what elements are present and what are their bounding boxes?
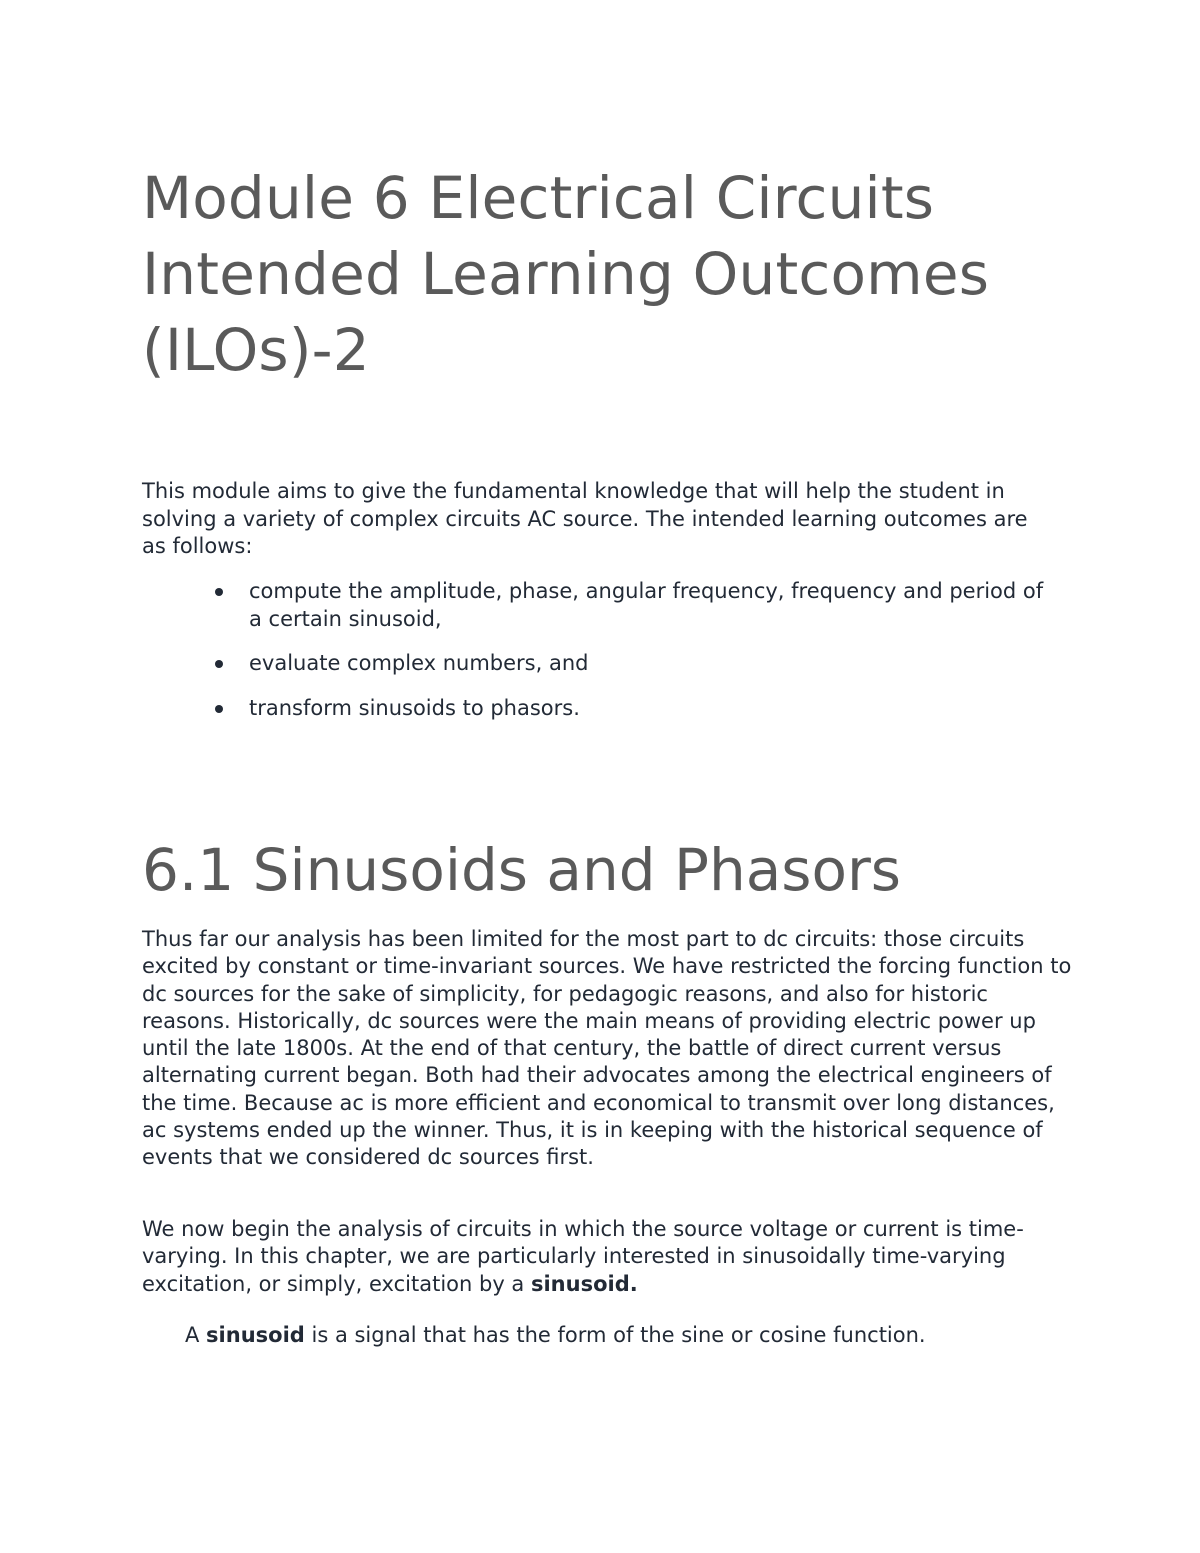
definition-rest: is a signal that has the form of the sine or cosine function.: [304, 1323, 926, 1347]
outcome-text: evaluate complex numbers, and: [249, 651, 589, 675]
outcome-text: compute the amplitude, phase, angular frequency, frequency and period of a certain sinusoid,: [249, 579, 1044, 631]
section-paragraph-1: Thus far our analysis has been limited for the most part to dc circuits: those circuits excited by constant or time-invariant sources. We have restricted the forcing function to dc sources for the sake of simplicity, for pedagogic reasons, and also for historic reasons. Historically, dc sources were the main means of providing electric power up until the late 1800s. At the end of that century, the battle of direct current versus alternating current began. Both had their advocates among the electrical engineers of the time. Because ac is more efficient and economical to transmit over long distances, ac systems ended up the winner. Thus, it is in keeping with the historical sequence of events that we considered dc sources first.: [142, 927, 1072, 1170]
definition-term: sinusoid: [206, 1323, 305, 1347]
section-heading: 6.1 Sinusoids and Phasors: [142, 836, 902, 904]
paragraph-2-bold-term: sinusoid.: [530, 1271, 638, 1296]
intro-paragraph: This module aims to give the fundamental knowledge that will help the student in solving a variety of complex circuits AC source. The intended learning outcomes are as follows:: [142, 479, 1028, 558]
definition-prefix: A: [185, 1323, 207, 1347]
bullet-icon: [215, 705, 223, 713]
bullet-icon: [215, 660, 223, 668]
learning-outcomes-list: [142, 578, 1062, 739]
list-item: [142, 695, 1062, 723]
outcome-text: transform sinusoids to phasors.: [249, 695, 580, 720]
paragraph-2-text: We now begin the analysis of circuits in which the source voltage or current is time-varying. In this chapter, we are particularly interested in sinusoidally time-varying excitation, or simply, excitation by a: [142, 1217, 1024, 1296]
module-title: [142, 160, 1082, 388]
module-title-line-1: Module 6 Electrical Circuits: [142, 164, 935, 232]
sinusoid-definition: [185, 1322, 1085, 1350]
module-title-line-2: Intended Learning Outcomes: [142, 240, 990, 308]
module-title-line-3: (ILOs)-2: [142, 316, 370, 384]
list-item: [142, 650, 1062, 678]
list-item: [142, 578, 1062, 633]
bullet-icon: [215, 588, 223, 596]
section-paragraph-2: [142, 1216, 1072, 1298]
